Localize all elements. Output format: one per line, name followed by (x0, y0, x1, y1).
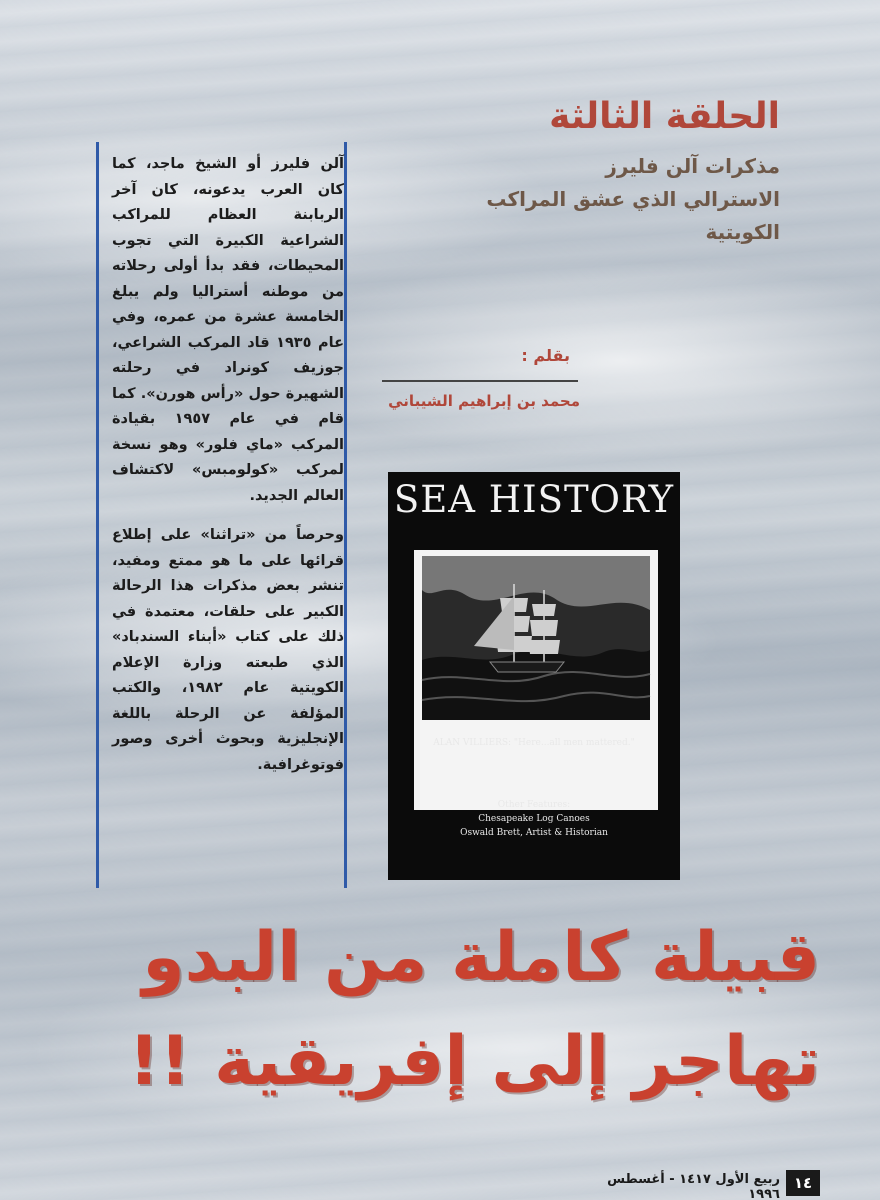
cover-caption: ALAN VILLIERS: "Here...all men mattered." (433, 738, 635, 748)
column-rule-left (96, 142, 99, 888)
subtitle-line: مذكرات آلن فليرز (605, 154, 780, 178)
cover-features (388, 798, 680, 840)
column-rule-right (344, 142, 347, 888)
series-title: الحلقة الثالثة (549, 96, 780, 137)
cover-ship-photo (414, 550, 658, 810)
subtitle-line: الاسترالي الذي عشق المراكب (486, 187, 780, 211)
sailing-ship-illustration (414, 550, 658, 728)
cover-feature-item: Chesapeake Log Canoes (478, 814, 590, 824)
body-paragraph: وحرصاً من «تراثنا» على إطلاع قرائها على ما هو ممتع ومفيد، تنشر بعض مذكرات هذا الرحالة الكبير على حلقات، معتمدة في ذلك على كتاب «أبناء السندباد» الذي طبعته وزارة الإعلام الكويتية عام ١٩٨٢، والكتب المؤلفة عن الرحلة باللغة الإنجليزية وبحوث أخرى وصور فوتوغرافية. (112, 527, 344, 773)
cover-feature-item: Oswald Brett, Artist & Historian (460, 828, 608, 838)
cover-features-heading: Other Features: (497, 800, 571, 810)
magazine-cover-image (388, 472, 680, 880)
article-subtitle (420, 150, 780, 249)
article-body (112, 152, 344, 778)
headline-line-1: قبيلة كاملة من البدو (142, 918, 820, 997)
byline-label: بقلم : (521, 346, 570, 365)
headline-line-2: تهاجر إلى إفريقية !! (128, 1022, 820, 1101)
subtitle-line: الكويتية (705, 220, 780, 244)
author-name: محمد بن إبراهيم الشيباني (388, 392, 580, 410)
body-paragraph: آلن فليرز أو الشيخ ماجد، كما كان العرب يدعونه، كان آخر الربابنة العظام للمراكب الشراعية الكبيرة التي تجوب المحيطات، فقد بدأ أولى رحلاته من موطنه أستراليا ولم يبلغ الخامسة عشرة من عمره، وفي عام ١٩٣٥ قاد المركب الشراعي، جوزيف كونراد في رحلته الشهيرة حول «رأس هورن». كما قام في عام ١٩٥٧ بقيادة المركب «ماي فلور» وهو نسخة لمركب «كولومبس» لاكتشاف العالم الجديد. (112, 156, 344, 504)
page-number: ١٤ (786, 1170, 820, 1196)
byline-divider (382, 380, 578, 382)
issue-date: ربيع الأول ١٤١٧ - أغسطس ١٩٩٦ (607, 1172, 780, 1200)
cover-magazine-title: SEA HISTORY (393, 478, 675, 521)
